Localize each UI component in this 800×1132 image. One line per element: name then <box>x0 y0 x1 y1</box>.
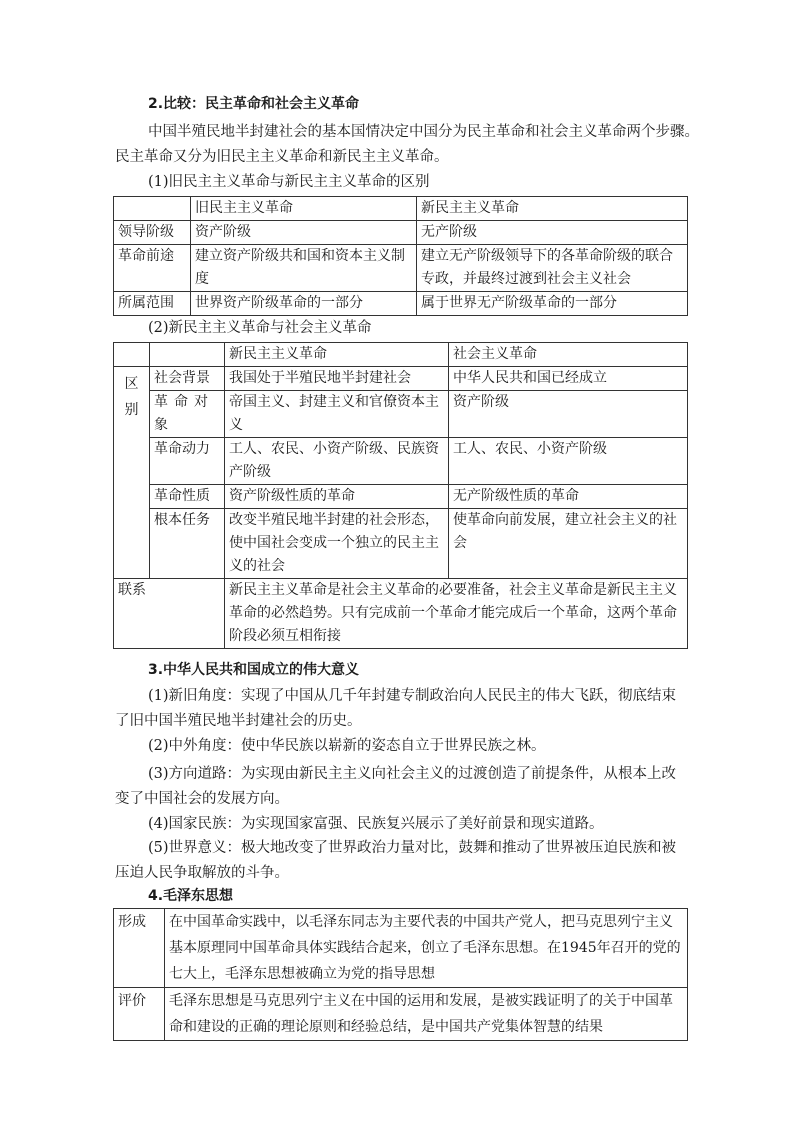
table-row <box>114 988 688 1041</box>
significance-item-2: (2)中外角度：使中华民族以崭新的姿态自立于世界民族之林。 <box>148 738 546 754</box>
table-row-label: 形成 <box>114 909 165 988</box>
table-cell: 资产阶级性质的革命 <box>225 485 449 509</box>
table2-caption: (2)新民主主义革命与社会主义革命 <box>148 320 372 336</box>
section2-heading: 2.比较：民主革命和社会主义革命 <box>148 96 360 112</box>
table-cell: 在中国革命实践中，以毛泽东同志为主要代表的中国共产党人，把马克思列宁主义基本原理同中国革命具体实践结合起来，创立了毛泽东思想。在1945年召开的党的七大上，毛泽东思想被确立为党的指导思想 <box>165 909 688 988</box>
table-row-label: 革命对象 <box>150 391 225 438</box>
table-row <box>114 485 688 509</box>
table-header-cell: 新民主主义革命 <box>417 197 688 221</box>
table-cell: 属于世界无产阶级革命的一部分 <box>417 292 688 316</box>
table-cell: 新民主主义革命是社会主义革命的必要准备，社会主义革命是新民主主义革命的必然趋势。只有完成前一个革命才能完成后一个革命，这两个革命阶段必须互相衔接 <box>225 579 688 649</box>
table-cell: 无产阶级 <box>417 221 688 245</box>
table-cell: 中华人民共和国已经成立 <box>449 367 688 391</box>
table-cell <box>150 343 225 367</box>
table-row <box>114 245 688 292</box>
table-cell: 无产阶级性质的革命 <box>449 485 688 509</box>
table-cell: 资产阶级 <box>191 221 417 245</box>
significance-item-5: (5)世界意义：极大地改变了世界政治力量对比，鼓舞和推动了世界被压迫民族和被压迫人民争取解放的斗争。 <box>115 840 677 881</box>
table-row-label: 所属范围 <box>114 292 191 316</box>
table-header-cell: 社会主义革命 <box>449 343 688 367</box>
table-row <box>114 438 688 485</box>
table-cell: 工人、农民、小资产阶级 <box>449 438 688 485</box>
table-row-label: 根本任务 <box>150 509 225 579</box>
table-row-label: 革命动力 <box>150 438 225 485</box>
table-cell: 世界资产阶级革命的一部分 <box>191 292 417 316</box>
table1-caption: (1)旧民主主义革命与新民主主义革命的区别 <box>148 174 430 190</box>
table-cell: 建立资产阶级共和国和资本主义制度 <box>191 245 417 292</box>
table-row-label: 革命前途 <box>114 245 191 292</box>
table-cell: 建立无产阶级领导下的各革命阶级的联合专政，并最终过渡到社会主义社会 <box>417 245 688 292</box>
table-cell <box>114 343 150 367</box>
table-new-democratic-vs-socialist <box>113 342 688 649</box>
table-cell: 帝国主义、封建主义和官僚资本主义 <box>225 391 449 438</box>
significance-item-4: (4)国家民族：为实现国家富强、民族复兴展示了美好前景和现实道路。 <box>148 816 604 832</box>
intro-line-1: 中国半殖民地半封建社会的基本国情决定中国分为民主革命和社会主义革命两个步骤。 <box>148 124 699 140</box>
significance-item-3: (3)方向道路：为实现由新民主主义向社会主义的过渡创造了前提条件，从根本上改变了中国社会的发展方向。 <box>115 766 677 807</box>
table-row <box>114 197 688 221</box>
section4-heading: 4.毛泽东思想 <box>148 888 234 904</box>
intro-line-2: 民主革命又分为旧民主主义革命和新民主主义革命。 <box>115 149 449 165</box>
table-row-label: 评价 <box>114 988 165 1041</box>
section3-heading: 3.中华人民共和国成立的伟大意义 <box>148 662 360 678</box>
table-row-label: 社会背景 <box>150 367 225 391</box>
table-row <box>114 292 688 316</box>
table-header-cell: 新民主主义革命 <box>225 343 449 367</box>
table-row-label: 革命性质 <box>150 485 225 509</box>
table-row <box>114 221 688 245</box>
table-row <box>114 343 688 367</box>
table-header-cell: 旧民主主义革命 <box>191 197 417 221</box>
table-row-label: 联系 <box>114 579 225 649</box>
table-cell: 我国处于半殖民地半封建社会 <box>225 367 449 391</box>
table-cell: 改变半殖民地半封建的社会形态，使中国社会变成一个独立的民主主义的社会 <box>225 509 449 579</box>
group-label-difference: 区别 <box>114 367 150 579</box>
table-cell: 毛泽东思想是马克思列宁主义在中国的运用和发展，是被实践证明了的关于中国革命和建设的正确的理论原则和经验总结，是中国共产党集体智慧的结果 <box>165 988 688 1041</box>
table-cell <box>114 197 191 221</box>
table-cell: 工人、农民、小资产阶级、民族资产阶级 <box>225 438 449 485</box>
table-row-label: 领导阶级 <box>114 221 191 245</box>
table-row <box>114 391 688 438</box>
table-mao-thought <box>113 908 688 1041</box>
table-old-vs-new-democratic <box>113 196 688 316</box>
table-row <box>114 509 688 579</box>
significance-item-1: (1)新旧角度：实现了中国从几千年封建专制政治向人民民主的伟大飞跃，彻底结束了旧中国半殖民地半封建社会的历史。 <box>115 688 677 729</box>
table-row <box>114 579 688 649</box>
table-row <box>114 909 688 988</box>
table-cell: 资产阶级 <box>449 391 688 438</box>
table-cell: 使革命向前发展，建立社会主义的社会 <box>449 509 688 579</box>
table-row <box>114 367 688 391</box>
